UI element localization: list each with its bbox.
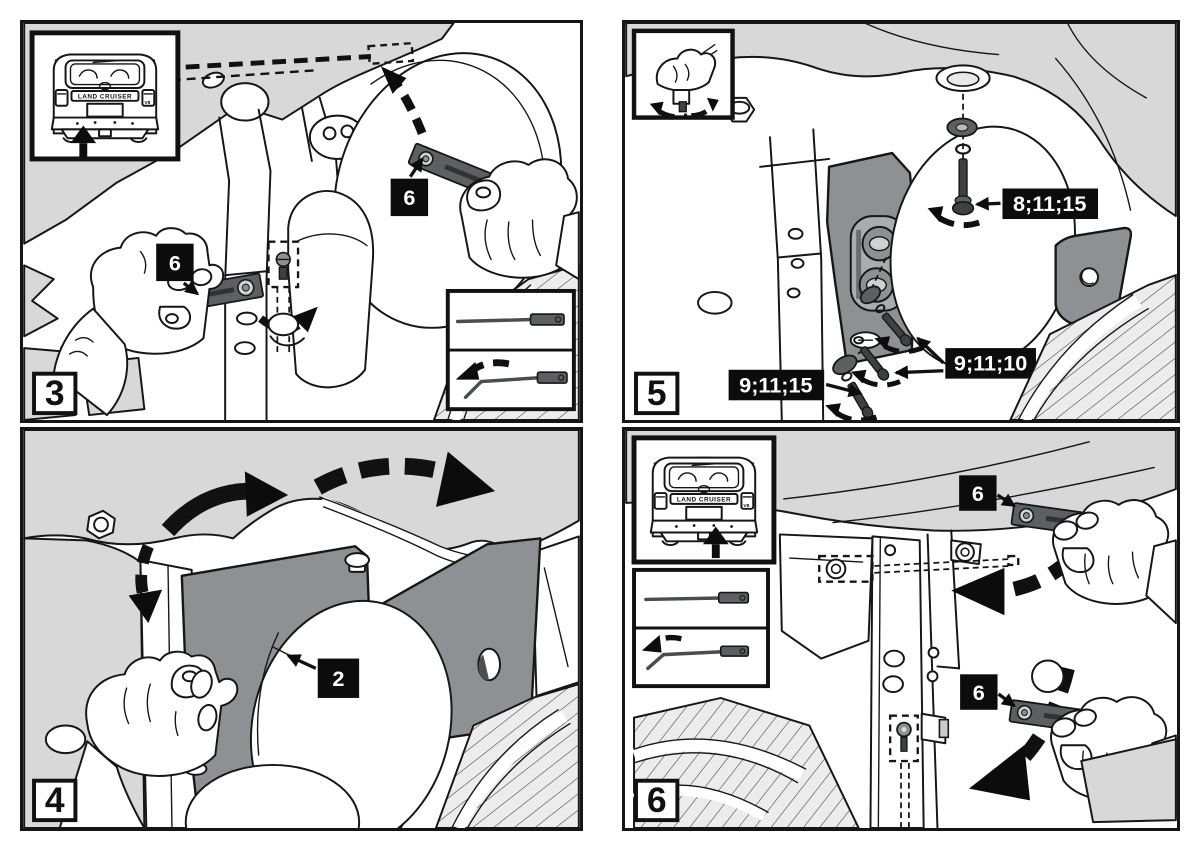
step-number: 5 bbox=[646, 373, 667, 414]
step-4-panel bbox=[20, 427, 583, 831]
model-name-text: LAND CRUISER bbox=[676, 496, 732, 504]
engine-badge-text: V8 bbox=[743, 503, 750, 509]
hand-tighten-inset bbox=[634, 31, 733, 118]
step-6-illustration bbox=[625, 430, 1177, 828]
step-3-illustration bbox=[23, 23, 580, 420]
engine-badge-text: V8 bbox=[144, 100, 151, 106]
step-3-panel bbox=[20, 20, 583, 423]
callout-2-label: 2 bbox=[332, 666, 345, 692]
step-5-illustration bbox=[625, 23, 1177, 420]
car-rear-view-inset bbox=[32, 33, 178, 159]
step-4-illustration bbox=[23, 430, 580, 828]
tool-legend bbox=[634, 570, 768, 686]
callout-6-upper-label: 6 bbox=[971, 480, 984, 506]
hex-bolt-head bbox=[87, 511, 115, 539]
callout-8-11-15-label: 8;11;15 bbox=[1013, 191, 1087, 217]
car-rear-view-inset bbox=[634, 438, 774, 562]
callout-6-lower-label: 6 bbox=[972, 679, 985, 705]
callout-9-11-15-label: 9;11;15 bbox=[739, 372, 813, 398]
callout-6-upper-label: 6 bbox=[403, 185, 416, 211]
step-number-box bbox=[34, 373, 75, 413]
step-number: 3 bbox=[44, 373, 65, 414]
step-number: 4 bbox=[44, 780, 65, 821]
bolt bbox=[959, 159, 967, 198]
model-name-text: LAND CRUISER bbox=[77, 93, 133, 101]
standoff-nut bbox=[345, 553, 369, 572]
exhaust-muffler bbox=[288, 191, 373, 387]
callout-9-11-10-label: 9;11;10 bbox=[953, 350, 1028, 376]
step-number-box bbox=[34, 780, 75, 820]
step-number-box bbox=[636, 373, 677, 413]
step-5-panel bbox=[622, 20, 1180, 423]
step-number-box bbox=[636, 780, 677, 820]
callout-6-lower-label: 6 bbox=[168, 250, 181, 276]
step-6-panel bbox=[622, 427, 1180, 831]
step-number: 6 bbox=[646, 780, 667, 821]
tool-legend bbox=[448, 291, 574, 409]
